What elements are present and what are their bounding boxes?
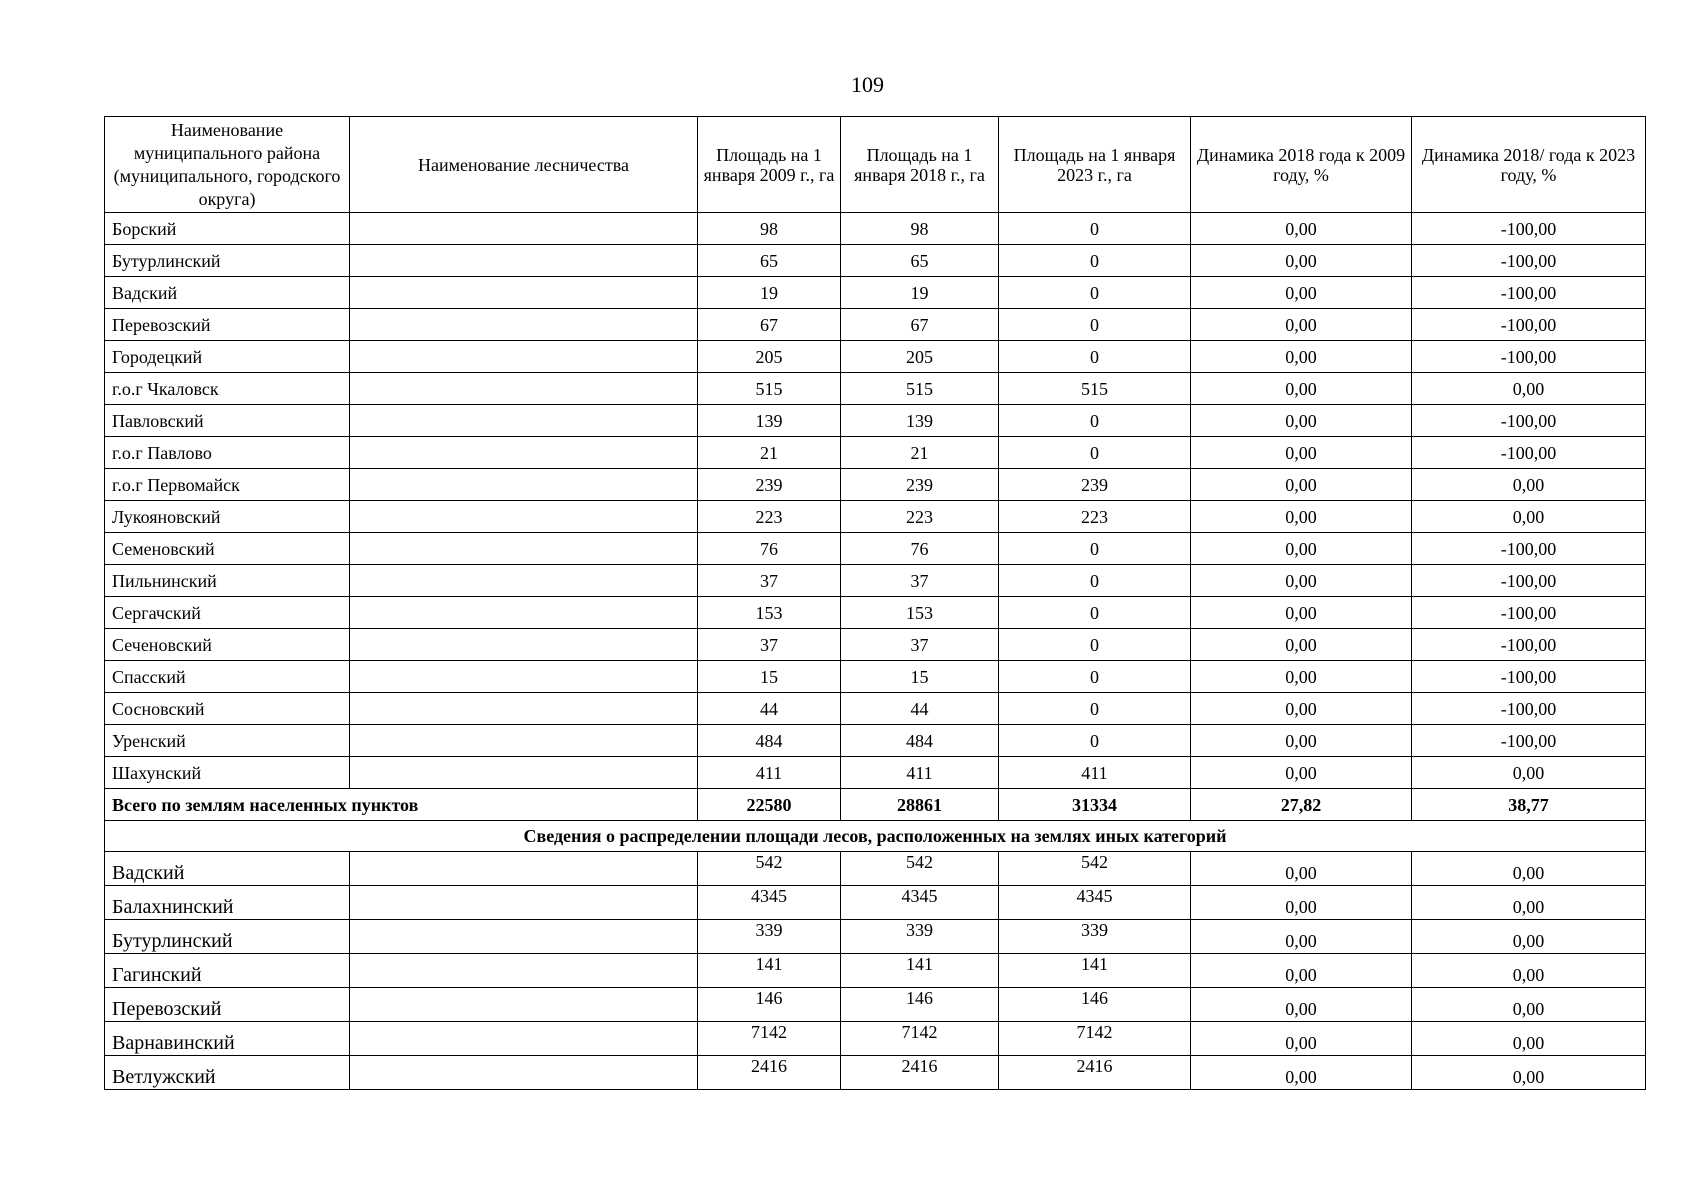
table-row: [105, 565, 1646, 597]
table-row: [105, 405, 1646, 437]
dynamics-2023-cell: -100,00: [1412, 277, 1646, 309]
area-2018-cell: 146: [841, 988, 999, 1022]
area-2018-cell: 139: [841, 405, 999, 437]
header-area-2018: Площадь на 1 января 2018 г., га: [841, 117, 999, 213]
dynamics-2009-cell: 0,00: [1191, 1022, 1412, 1056]
dynamics-2009-cell: 0,00: [1191, 245, 1412, 277]
total-dynamics-2023: 38,77: [1412, 789, 1646, 821]
forestry-cell: [350, 213, 698, 245]
table-row: [105, 469, 1646, 501]
dynamics-2009-cell: 0,00: [1191, 629, 1412, 661]
dynamics-2009-cell: 0,00: [1191, 1056, 1412, 1090]
area-2009-cell: 223: [698, 501, 841, 533]
dynamics-2023-cell: -100,00: [1412, 437, 1646, 469]
area-2023-cell: 411: [999, 757, 1191, 789]
area-2023-cell: 0: [999, 629, 1191, 661]
table-row: [105, 693, 1646, 725]
forestry-cell: [350, 533, 698, 565]
forestry-cell: [350, 661, 698, 693]
dynamics-2023-cell: 0,00: [1412, 852, 1646, 886]
table-row: [105, 213, 1646, 245]
area-2009-cell: 141: [698, 954, 841, 988]
district-cell: Спасский: [105, 661, 350, 693]
area-2023-cell: 2416: [999, 1056, 1191, 1090]
table-row: [105, 661, 1646, 693]
area-2009-cell: 139: [698, 405, 841, 437]
area-2018-cell: 21: [841, 437, 999, 469]
district-cell: Бутурлинский: [105, 245, 350, 277]
area-2009-cell: 67: [698, 309, 841, 341]
dynamics-2023-cell: 0,00: [1412, 886, 1646, 920]
area-2018-cell: 7142: [841, 1022, 999, 1056]
table-row: [105, 437, 1646, 469]
dynamics-2009-cell: 0,00: [1191, 661, 1412, 693]
area-2009-cell: 339: [698, 920, 841, 954]
district-cell: г.о.г Первомайск: [105, 469, 350, 501]
dynamics-2009-cell: 0,00: [1191, 597, 1412, 629]
header-row: [105, 117, 1646, 213]
dynamics-2009-cell: 0,00: [1191, 920, 1412, 954]
table-row: [105, 373, 1646, 405]
table-row: [105, 309, 1646, 341]
area-2018-cell: 37: [841, 629, 999, 661]
area-2009-cell: 65: [698, 245, 841, 277]
area-2023-cell: 239: [999, 469, 1191, 501]
forestry-cell: [350, 1022, 698, 1056]
district-cell: Уренский: [105, 725, 350, 757]
district-cell: Пильнинский: [105, 565, 350, 597]
area-2023-cell: 0: [999, 245, 1191, 277]
area-2009-cell: 21: [698, 437, 841, 469]
dynamics-2023-cell: -100,00: [1412, 597, 1646, 629]
area-2023-cell: 146: [999, 988, 1191, 1022]
area-2009-cell: 76: [698, 533, 841, 565]
area-2023-cell: 0: [999, 437, 1191, 469]
district-cell: Вадский: [105, 277, 350, 309]
forestry-cell: [350, 1056, 698, 1090]
table-row: [105, 920, 1646, 954]
table-row: [105, 501, 1646, 533]
forestry-cell: [350, 469, 698, 501]
area-2018-cell: 98: [841, 213, 999, 245]
dynamics-2023-cell: -100,00: [1412, 341, 1646, 373]
dynamics-2023-cell: -100,00: [1412, 661, 1646, 693]
area-2009-cell: 37: [698, 565, 841, 597]
forestry-cell: [350, 920, 698, 954]
district-cell: Павловский: [105, 405, 350, 437]
area-2023-cell: 339: [999, 920, 1191, 954]
dynamics-2023-cell: 0,00: [1412, 920, 1646, 954]
dynamics-2009-cell: 0,00: [1191, 693, 1412, 725]
forestry-cell: [350, 277, 698, 309]
area-2009-cell: 239: [698, 469, 841, 501]
district-cell: г.о.г Павлово: [105, 437, 350, 469]
forest-area-table: [104, 116, 1646, 1090]
area-2009-cell: 4345: [698, 886, 841, 920]
area-2018-cell: 153: [841, 597, 999, 629]
area-2023-cell: 141: [999, 954, 1191, 988]
district-cell: Бутурлинский: [105, 920, 350, 954]
dynamics-2023-cell: -100,00: [1412, 565, 1646, 597]
area-2018-cell: 223: [841, 501, 999, 533]
dynamics-2023-cell: -100,00: [1412, 245, 1646, 277]
area-2018-cell: 44: [841, 693, 999, 725]
area-2018-cell: 515: [841, 373, 999, 405]
total-area-2018: 28861: [841, 789, 999, 821]
district-cell: Шахунский: [105, 757, 350, 789]
area-2018-cell: 19: [841, 277, 999, 309]
dynamics-2009-cell: 0,00: [1191, 757, 1412, 789]
area-2009-cell: 542: [698, 852, 841, 886]
district-cell: Сеченовский: [105, 629, 350, 661]
total-label: Всего по землям населенных пунктов: [105, 789, 698, 821]
forestry-cell: [350, 565, 698, 597]
area-2018-cell: 67: [841, 309, 999, 341]
dynamics-2009-cell: 0,00: [1191, 501, 1412, 533]
dynamics-2009-cell: 0,00: [1191, 886, 1412, 920]
area-2023-cell: 0: [999, 661, 1191, 693]
district-cell: Лукояновский: [105, 501, 350, 533]
dynamics-2009-cell: 0,00: [1191, 725, 1412, 757]
total-dynamics-2009: 27,82: [1191, 789, 1412, 821]
total-area-2023: 31334: [999, 789, 1191, 821]
forestry-cell: [350, 693, 698, 725]
area-2023-cell: 0: [999, 565, 1191, 597]
area-2018-cell: 411: [841, 757, 999, 789]
area-2018-cell: 205: [841, 341, 999, 373]
district-cell: Ветлужский: [105, 1056, 350, 1090]
section-title-row: [105, 821, 1646, 852]
area-2009-cell: 37: [698, 629, 841, 661]
dynamics-2023-cell: -100,00: [1412, 693, 1646, 725]
table-row: [105, 757, 1646, 789]
area-2009-cell: 19: [698, 277, 841, 309]
dynamics-2023-cell: 0,00: [1412, 373, 1646, 405]
district-cell: Гагинский: [105, 954, 350, 988]
header-area-2009: Площадь на 1 января 2009 г., га: [698, 117, 841, 213]
header-dynamics-2018-2023: Динамика 2018/ года к 2023 году, %: [1412, 117, 1646, 213]
table-row: [105, 852, 1646, 886]
area-2009-cell: 153: [698, 597, 841, 629]
area-2023-cell: 0: [999, 725, 1191, 757]
dynamics-2009-cell: 0,00: [1191, 469, 1412, 501]
dynamics-2009-cell: 0,00: [1191, 437, 1412, 469]
area-2018-cell: 239: [841, 469, 999, 501]
forestry-cell: [350, 597, 698, 629]
dynamics-2023-cell: -100,00: [1412, 629, 1646, 661]
dynamics-2009-cell: 0,00: [1191, 988, 1412, 1022]
total-row: [105, 789, 1646, 821]
district-cell: г.о.г Чкаловск: [105, 373, 350, 405]
table-row: [105, 886, 1646, 920]
forestry-cell: [350, 501, 698, 533]
area-2023-cell: 4345: [999, 886, 1191, 920]
forestry-cell: [350, 245, 698, 277]
forestry-cell: [350, 988, 698, 1022]
area-2018-cell: 15: [841, 661, 999, 693]
forestry-cell: [350, 341, 698, 373]
district-cell: Вадский: [105, 852, 350, 886]
header-forestry: Наименование лесничества: [350, 117, 698, 213]
table-row: [105, 277, 1646, 309]
table-row: [105, 533, 1646, 565]
dynamics-2023-cell: -100,00: [1412, 533, 1646, 565]
table-row: [105, 725, 1646, 757]
area-2023-cell: 0: [999, 693, 1191, 725]
dynamics-2023-cell: -100,00: [1412, 309, 1646, 341]
header-district: Наименование муниципального района (муниципального, городского округа): [105, 117, 350, 213]
area-2023-cell: 7142: [999, 1022, 1191, 1056]
area-2023-cell: 0: [999, 533, 1191, 565]
header-dynamics-2018-2009: Динамика 2018 года к 2009 году, %: [1191, 117, 1412, 213]
area-2009-cell: 98: [698, 213, 841, 245]
district-cell: Варнавинский: [105, 1022, 350, 1056]
area-2018-cell: 37: [841, 565, 999, 597]
forestry-cell: [350, 373, 698, 405]
district-cell: Семеновский: [105, 533, 350, 565]
dynamics-2023-cell: 0,00: [1412, 1056, 1646, 1090]
dynamics-2023-cell: 0,00: [1412, 501, 1646, 533]
forestry-cell: [350, 405, 698, 437]
dynamics-2023-cell: 0,00: [1412, 988, 1646, 1022]
table-row: [105, 988, 1646, 1022]
area-2023-cell: 0: [999, 213, 1191, 245]
area-2009-cell: 146: [698, 988, 841, 1022]
area-2009-cell: 2416: [698, 1056, 841, 1090]
dynamics-2009-cell: 0,00: [1191, 852, 1412, 886]
forestry-cell: [350, 954, 698, 988]
area-2018-cell: 141: [841, 954, 999, 988]
dynamics-2009-cell: 0,00: [1191, 309, 1412, 341]
dynamics-2023-cell: -100,00: [1412, 213, 1646, 245]
district-cell: Борский: [105, 213, 350, 245]
dynamics-2009-cell: 0,00: [1191, 405, 1412, 437]
forestry-cell: [350, 629, 698, 661]
area-2009-cell: 44: [698, 693, 841, 725]
area-2023-cell: 0: [999, 341, 1191, 373]
area-2023-cell: 0: [999, 405, 1191, 437]
area-2023-cell: 542: [999, 852, 1191, 886]
dynamics-2009-cell: 0,00: [1191, 341, 1412, 373]
district-cell: Сосновский: [105, 693, 350, 725]
district-cell: Городецкий: [105, 341, 350, 373]
dynamics-2023-cell: 0,00: [1412, 1022, 1646, 1056]
page-number: 109: [851, 72, 884, 97]
forestry-cell: [350, 725, 698, 757]
area-2018-cell: 2416: [841, 1056, 999, 1090]
dynamics-2009-cell: 0,00: [1191, 213, 1412, 245]
dynamics-2009-cell: 0,00: [1191, 277, 1412, 309]
table-row: [105, 245, 1646, 277]
area-2009-cell: 484: [698, 725, 841, 757]
area-2023-cell: 223: [999, 501, 1191, 533]
area-2023-cell: 0: [999, 597, 1191, 629]
area-2018-cell: 4345: [841, 886, 999, 920]
table-row: [105, 954, 1646, 988]
area-2009-cell: 205: [698, 341, 841, 373]
table-row: [105, 1022, 1646, 1056]
dynamics-2009-cell: 0,00: [1191, 954, 1412, 988]
forestry-cell: [350, 852, 698, 886]
dynamics-2023-cell: 0,00: [1412, 954, 1646, 988]
forestry-cell: [350, 886, 698, 920]
area-2023-cell: 0: [999, 309, 1191, 341]
dynamics-2023-cell: -100,00: [1412, 725, 1646, 757]
table-row: [105, 629, 1646, 661]
area-2018-cell: 76: [841, 533, 999, 565]
district-cell: Перевозский: [105, 309, 350, 341]
forestry-cell: [350, 757, 698, 789]
district-cell: Перевозский: [105, 988, 350, 1022]
dynamics-2009-cell: 0,00: [1191, 533, 1412, 565]
forestry-cell: [350, 309, 698, 341]
area-2009-cell: 7142: [698, 1022, 841, 1056]
area-2009-cell: 515: [698, 373, 841, 405]
area-2023-cell: 0: [999, 277, 1191, 309]
district-cell: Балахнинский: [105, 886, 350, 920]
section-title: Сведения о распределении площади лесов, расположенных на землях иных категорий: [105, 821, 1646, 852]
dynamics-2009-cell: 0,00: [1191, 373, 1412, 405]
table-row: [105, 597, 1646, 629]
dynamics-2023-cell: -100,00: [1412, 405, 1646, 437]
dynamics-2009-cell: 0,00: [1191, 565, 1412, 597]
forestry-cell: [350, 437, 698, 469]
area-2023-cell: 515: [999, 373, 1191, 405]
dynamics-2023-cell: 0,00: [1412, 757, 1646, 789]
total-area-2009: 22580: [698, 789, 841, 821]
area-2009-cell: 15: [698, 661, 841, 693]
header-area-2023: Площадь на 1 января 2023 г., га: [999, 117, 1191, 213]
dynamics-2023-cell: 0,00: [1412, 469, 1646, 501]
table-row: [105, 1056, 1646, 1090]
table-row: [105, 341, 1646, 373]
area-2018-cell: 542: [841, 852, 999, 886]
area-2018-cell: 339: [841, 920, 999, 954]
area-2009-cell: 411: [698, 757, 841, 789]
area-2018-cell: 484: [841, 725, 999, 757]
district-cell: Сергачский: [105, 597, 350, 629]
area-2018-cell: 65: [841, 245, 999, 277]
